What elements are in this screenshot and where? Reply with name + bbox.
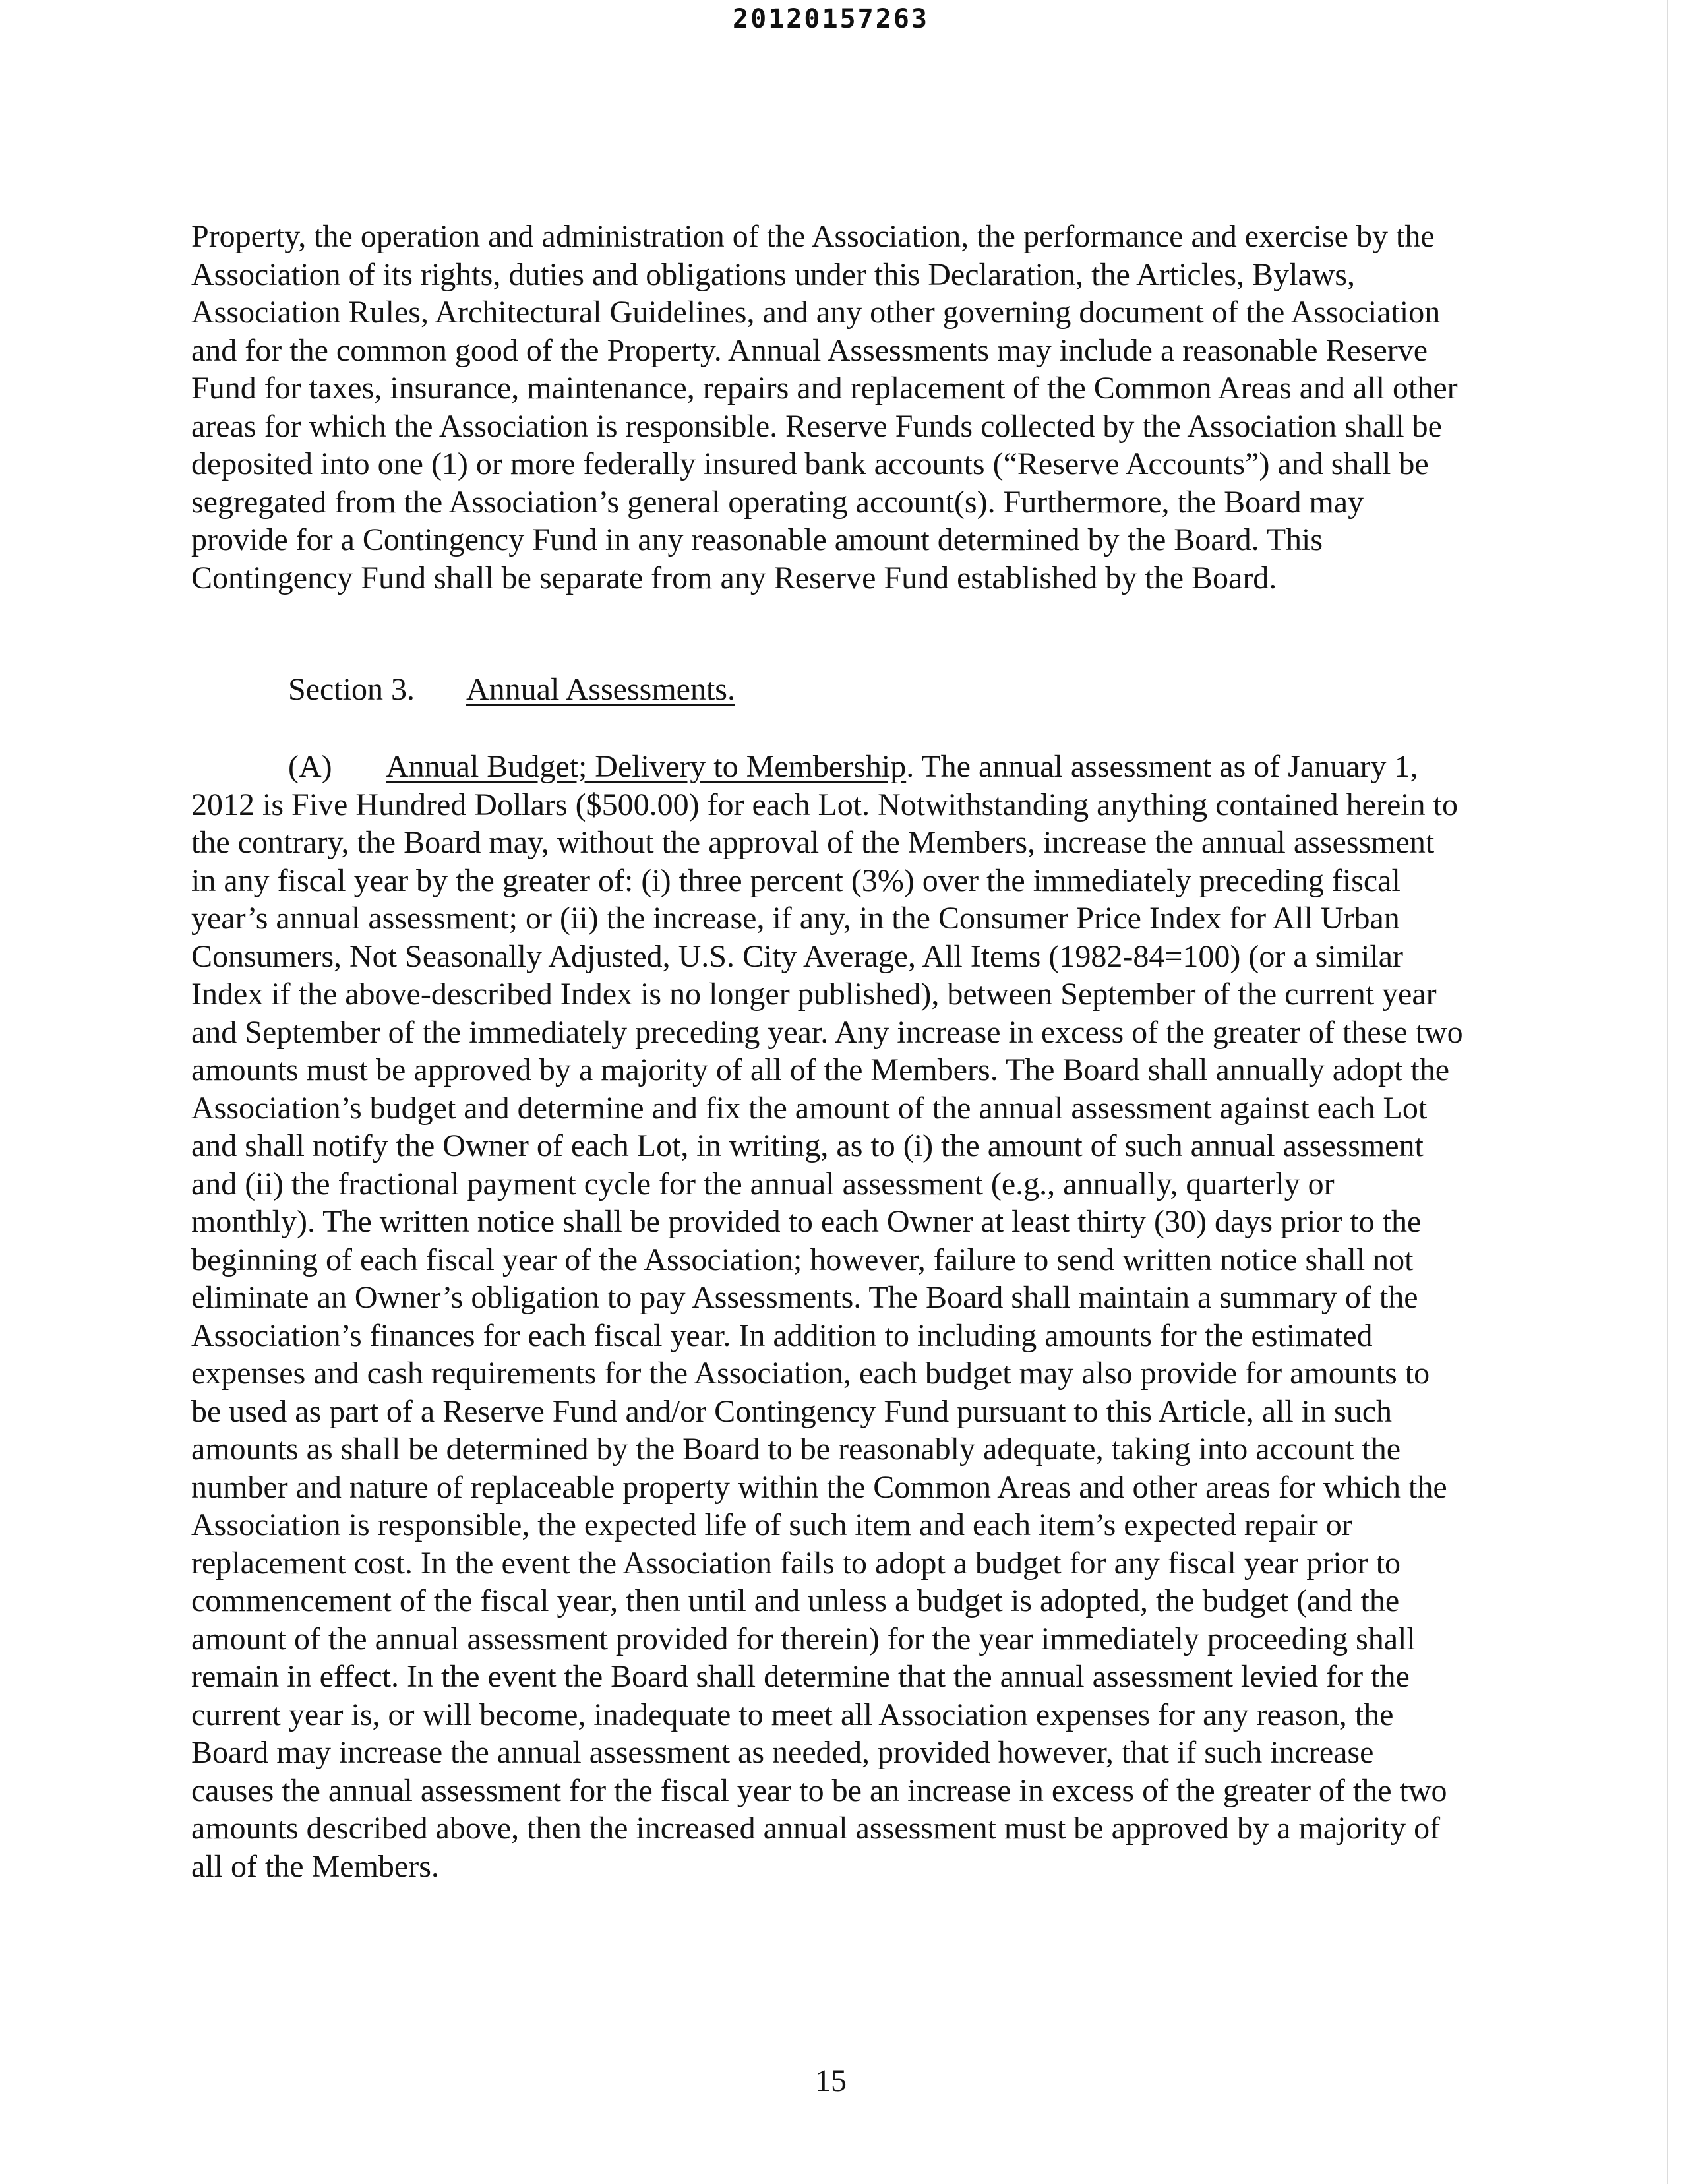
section-heading bbox=[288, 671, 735, 708]
page-edge-line bbox=[1667, 0, 1668, 2184]
paragraph-reserve-funds: Property, the operation and administration of the Association, the performance and exercise by the Association of its rights, duties and obligations under this Declaration, the Articles, Bylaws, Association Rules, Architectural Guidelines, and any other governing document of the Association and for the common good of the Property. Annual Assessments may include a reasonable Reserve Fund for taxes, insurance, maintenance, repairs and replacement of the Common Areas and all other areas for which the Association is responsible. Reserve Funds collected by the Association shall be deposited into one (1) or more federally insured bank accounts (“Reserve Accounts”) and shall be segregated from the Association’s general operating account(s). Furthermore, the Board may provide for a Contingency Fund in any reasonable amount determined by the Board. This Contingency Fund shall be separate from any Reserve Fund established by the Board. bbox=[191, 219, 1458, 595]
section-label: Section 3. bbox=[288, 672, 415, 707]
subsection-text: . The annual assessment as of January 1, 2012 is Five Hundred Dollars ($500.00) for each Lot. Notwithstanding anything contained herein to the contrary, the Board may, without the approval of the Members, increase the annual assessment in any fiscal year by the greater of: (i) three percent (3%) over the immediately preceding fiscal year’s annual assessment; or (ii) the increase, if any, in the Consumer Price Index for All Urban Consumers, Not Seasonally Adjusted, U.S. City Average, All Items (1982-84=100) (or a similar Index if the above-described Index is no longer published), between September of the current year and September of the immediately preceding year. Any increase in excess of the greater of these two amounts must be approved by a majority of all of the Members. The Board shall annually adopt the Association’s budget and determine and fix the amount of the annual assessment against each Lot and shall notify the Owner of each Lot, in writing, as to (i) the amount of such annual assessment and (ii) the fractional payment cycle for the annual assessment (e.g., annually, quarterly or monthly). The written notice shall be provided to each Owner at least thirty (30) days prior to the beginning of each fiscal year of the Association; however, failure to send written notice shall not eliminate an Owner’s obligation to pay Assessments. The Board shall maintain a summary of the Association’s finances for each fiscal year. In addition to including amounts for the estimated expenses and cash requirements for the Association, each budget may also provide for amounts to be used as part of a Reserve Fund and/or Contingency Fund pursuant to this Article, all in such amounts as shall be determined by the Board to be reasonably adequate, taking into account the number and nature of replaceable property within the Common Areas and other areas for which the Association is responsible, the expected life of such item and each item’s expected repair or replacement cost. In the event the Association fails to adopt a budget for any fiscal year prior to commencement of the fiscal year, then until and unless a budget is adopted, the budget (and the amount of the annual assessment provided for therein) for the year immediately proceeding shall remain in effect. In the event the Board shall determine that the annual assessment levied for the current year is, or will become, inadequate to meet all Association expenses for any reason, the Board may increase the annual assessment as needed, provided however, that if such increase causes the annual assessment for the fiscal year to be an increase in excess of the greater of the two amounts described above, then the increased annual assessment must be approved by a majority of all of the Members. bbox=[191, 749, 1463, 1884]
page-number: 15 bbox=[815, 2063, 847, 2098]
section-title: Annual Assessments. bbox=[466, 672, 735, 707]
subsection-number: (A) bbox=[288, 749, 332, 784]
paragraph-annual-budget bbox=[191, 748, 1464, 1885]
document-number: 20120157263 bbox=[733, 4, 929, 34]
subsection-title: Annual Budget; Delivery to Membership bbox=[386, 749, 907, 784]
